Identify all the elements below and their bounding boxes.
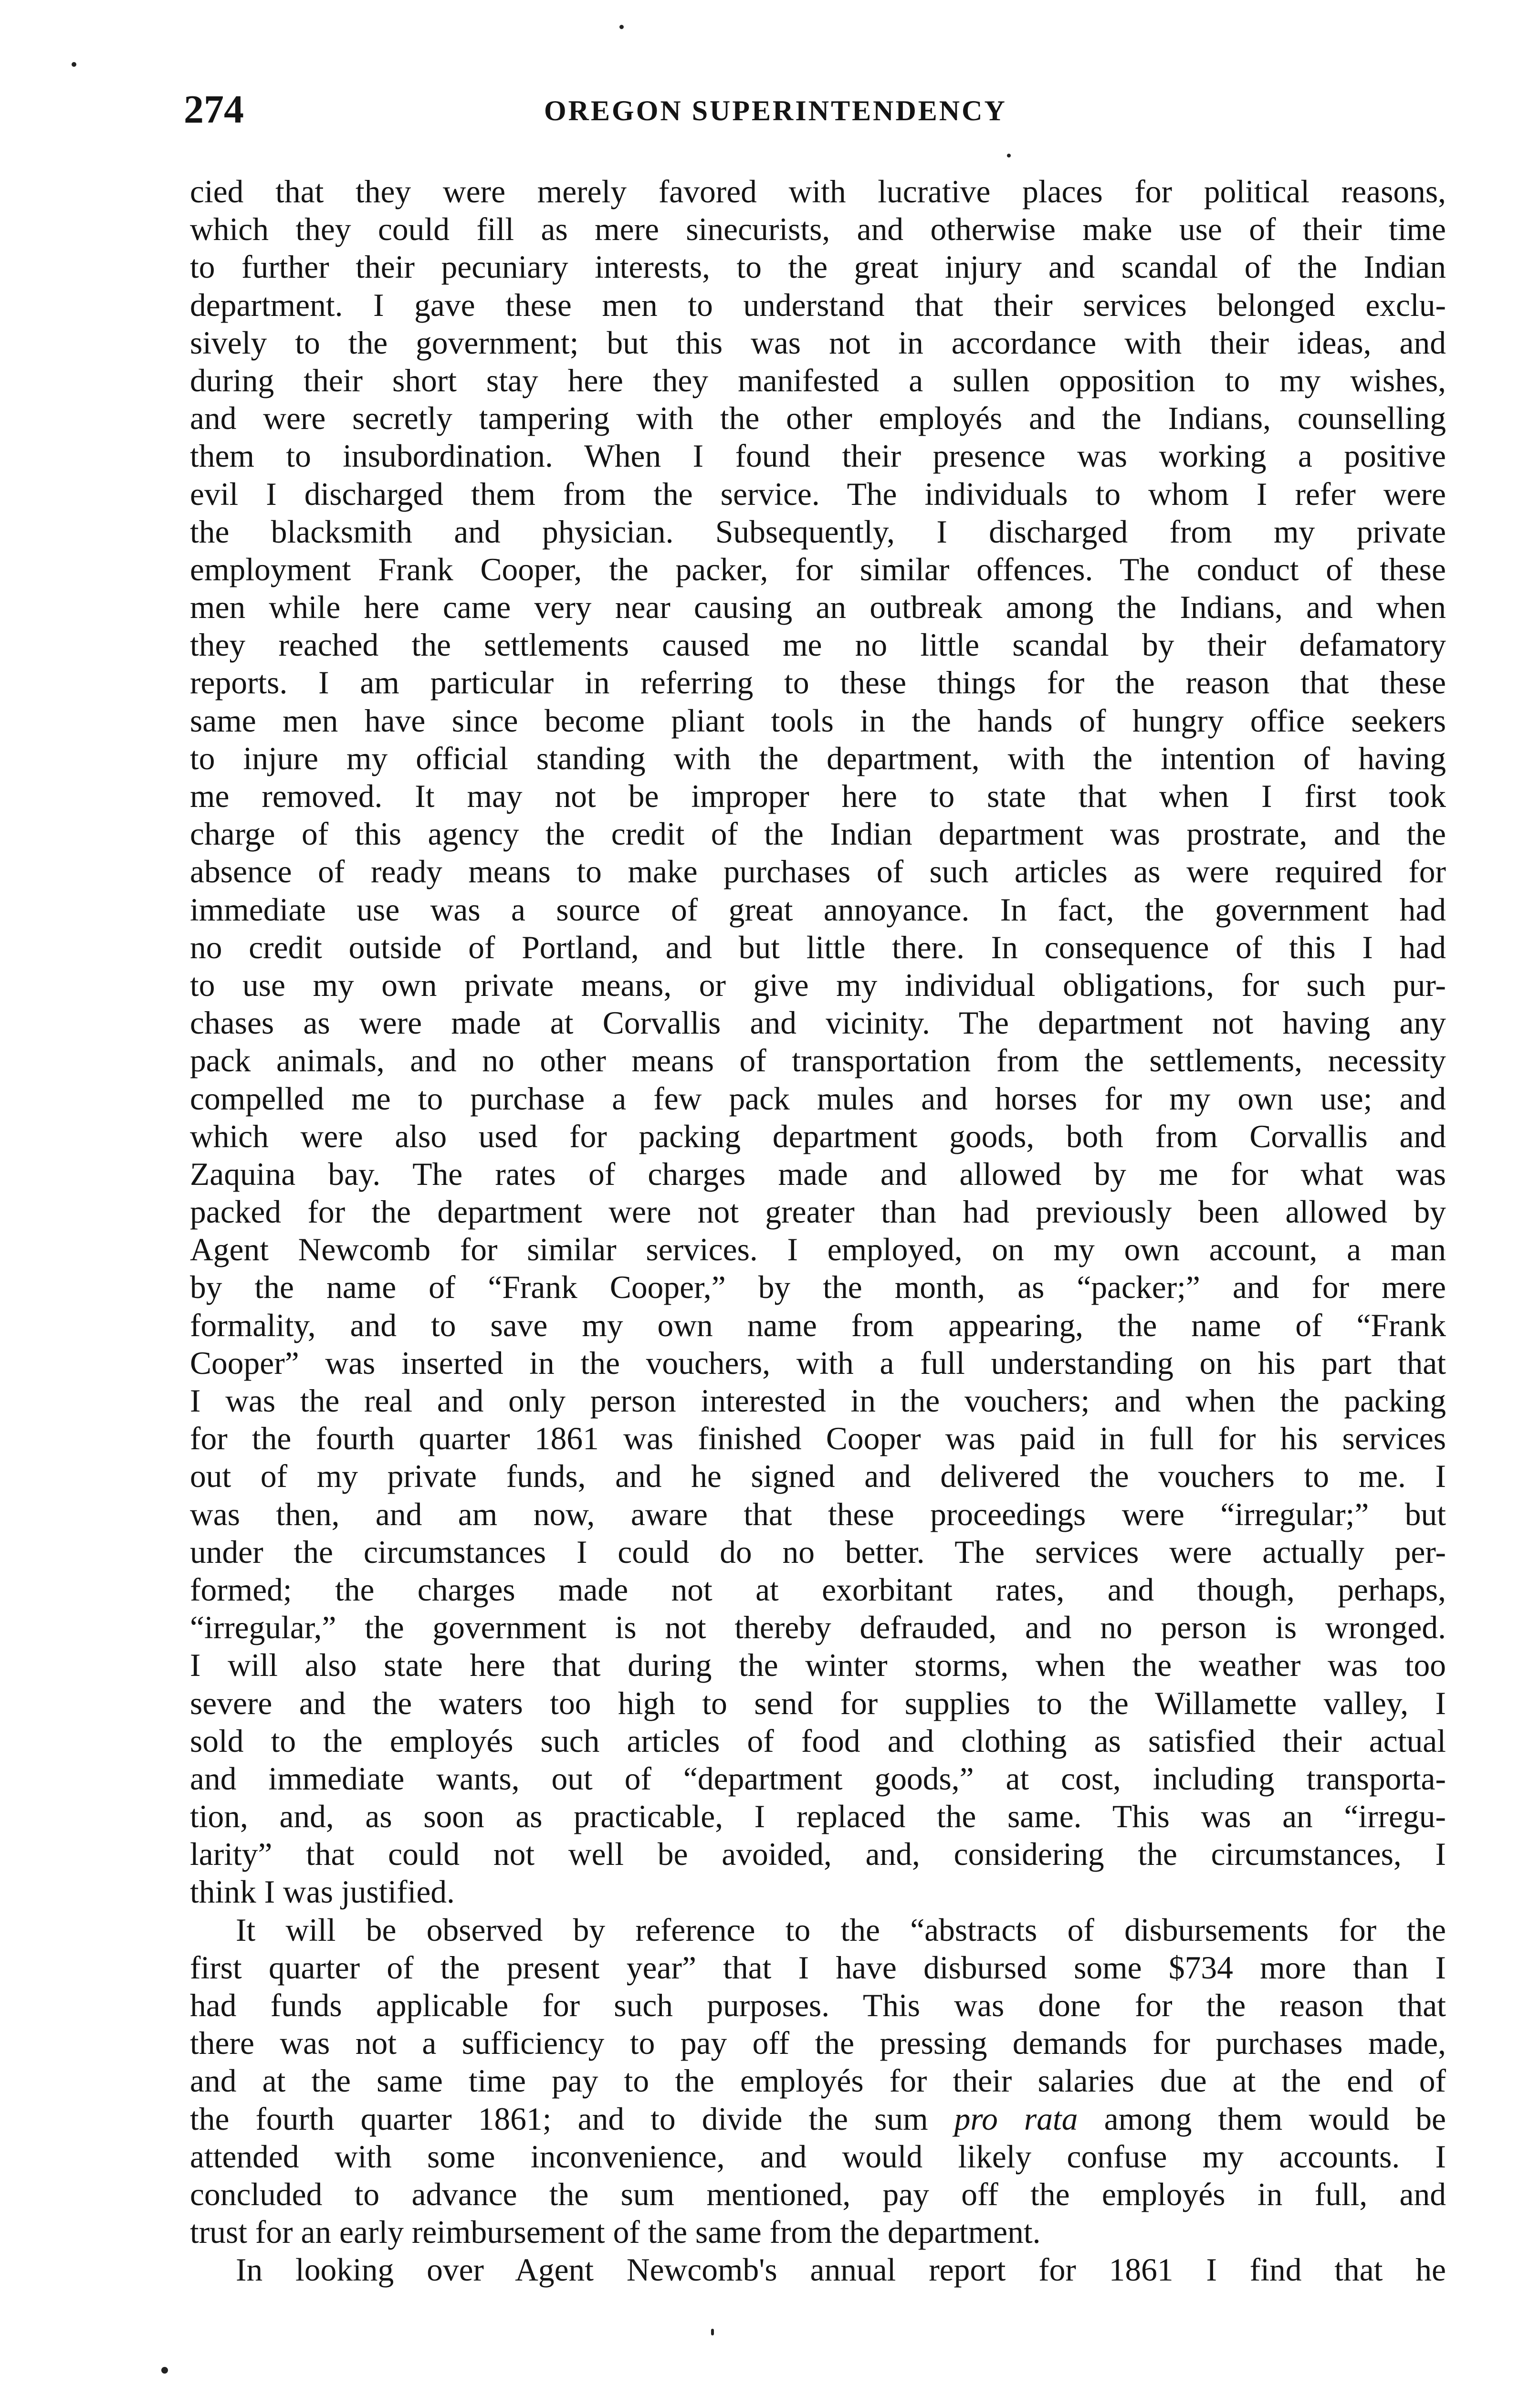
text-line: “irregular,” the government is not thereby defrauded, and no person is wronged. xyxy=(190,1610,1446,1646)
ink-speck xyxy=(1007,154,1011,157)
text-line: tion, and, as soon as practicable, I replaced the same. This was an “irregu- xyxy=(190,1799,1446,1835)
text-line: for the fourth quarter 1861 was finished Cooper was paid in full for his services xyxy=(190,1421,1446,1457)
text-line: to use my own private means, or give my individual obligations, for such pur- xyxy=(190,967,1446,1003)
text-line: there was not a sufficiency to pay off the pressing demands for purchases made, xyxy=(190,2025,1446,2062)
text-line-segment: the fourth quarter 1861; and to divide the sum xyxy=(190,2101,954,2137)
text-line: men while here came very near causing an outbreak among the Indians, and when xyxy=(190,589,1446,626)
text-line: which they could fill as mere sinecurists, and otherwise make use of their time xyxy=(190,211,1446,248)
text-line: had funds applicable for such purposes. This was done for the reason that xyxy=(190,1988,1446,2023)
text-line: they reached the settlements caused me no little scandal by their defamatory xyxy=(190,627,1446,663)
text-line: sold to the employés such articles of food and clothing as satisfied their actual xyxy=(190,1723,1446,1759)
text-line: Agent Newcomb for similar services. I employed, on my own account, a man xyxy=(190,1232,1446,1268)
text-line: larity” that could not well be avoided, and, considering the circumstances, I xyxy=(190,1836,1446,1873)
text-line: compelled me to purchase a few pack mules and horses for my own use; and xyxy=(190,1080,1446,1117)
text-line: reports. I am particular in referring to these things for the reason that these xyxy=(190,665,1446,701)
text-line: same men have since become pliant tools in the hands of hungry office seekers xyxy=(190,702,1446,739)
page-number: 274 xyxy=(184,87,244,132)
text-line: absence of ready means to make purchases of such articles as were required for xyxy=(190,854,1446,890)
text-line: In looking over Agent Newcomb's annual report for 1861 I find that he xyxy=(236,2252,1446,2288)
ink-speck xyxy=(619,25,624,29)
text-line: to injure my official standing with the department, with the intention of having xyxy=(190,740,1446,776)
text-line: by the name of “Frank Cooper,” by the month, as “packer;” and for mere xyxy=(190,1269,1446,1306)
text-line: and immediate wants, out of “department goods,” at cost, including transporta- xyxy=(190,1760,1446,1797)
text-line: them to insubordination. When I found their presence was working a positive xyxy=(190,438,1446,474)
text-line: department. I gave these men to understand that their services belonged exclu- xyxy=(190,287,1446,323)
ink-speck xyxy=(711,2329,714,2335)
text-line: me removed. It may not be improper here to state that when I first took xyxy=(190,778,1446,814)
text-line: which were also used for packing department goods, both from Corvallis and xyxy=(190,1118,1446,1154)
page-header xyxy=(0,86,1540,143)
text-line xyxy=(190,2100,1446,2138)
text-line: sively to the government; but this was not in accordance with their ideas, and xyxy=(190,324,1446,361)
text-line: packed for the department were not greater than had previously been allowed by xyxy=(190,1194,1446,1230)
text-line: It will be observed by reference to the “abstracts of disbursements for the xyxy=(236,1912,1446,1948)
text-line: employment Frank Cooper, the packer, for similar offences. The conduct of these xyxy=(190,551,1446,587)
text-line: was then, and am now, aware that these proceedings were “irregular;” but xyxy=(190,1496,1446,1532)
text-line: no credit outside of Portland, and but little there. In consequence of this I had xyxy=(190,929,1446,965)
text-line: the blacksmith and physician. Subsequently, I discharged from my private xyxy=(190,513,1446,550)
italic-phrase: pro rata xyxy=(954,2101,1078,2137)
text-line: concluded to advance the sum mentioned, pay off the employés in full, and xyxy=(190,2176,1446,2212)
text-line: trust for an early reimbursement of the same from the department. xyxy=(190,2214,1041,2250)
text-line: under the circumstances I could do no better. The services were actually per- xyxy=(190,1534,1446,1570)
text-line-segment: among them would be xyxy=(1078,2101,1446,2137)
text-line: formality, and to save my own name from appearing, the name of “Frank xyxy=(190,1307,1446,1343)
text-line: evil I discharged them from the service. The individuals to whom I refer were xyxy=(190,476,1446,512)
body-text xyxy=(190,173,1446,2289)
text-line: formed; the charges made not at exorbitant rates, and though, perhaps, xyxy=(190,1571,1446,1608)
text-line: and were secretly tampering with the other employés and the Indians, counselling xyxy=(190,400,1446,437)
text-line: to further their pecuniary interests, to the great injury and scandal of the Indian xyxy=(190,249,1446,285)
text-line: out of my private funds, and he signed and delivered the vouchers to me. I xyxy=(190,1458,1446,1495)
text-line: severe and the waters too high to send for supplies to the Willamette valley, I xyxy=(190,1685,1446,1721)
text-line: think I was justified. xyxy=(190,1874,455,1910)
text-line: during their short stay here they manifested a sullen opposition to my wishes, xyxy=(190,362,1446,398)
text-line: attended with some inconvenience, and would likely confuse my accounts. I xyxy=(190,2138,1446,2175)
ink-speck xyxy=(72,62,76,67)
text-line: first quarter of the present year” that I have disbursed some $734 more than I xyxy=(190,1949,1446,1986)
text-line: charge of this agency the credit of the Indian department was prostrate, and the xyxy=(190,816,1446,852)
text-line: Cooper” was inserted in the vouchers, with a full understanding on his part that xyxy=(190,1345,1446,1381)
text-line: cied that they were merely favored with lucrative places for political reasons, xyxy=(190,174,1446,209)
text-line: and at the same time pay to the employés for their salaries due at the end of xyxy=(190,2063,1446,2099)
text-line: I was the real and only person interested in the vouchers; and when the packing xyxy=(190,1383,1446,1419)
text-line: immediate use was a source of great annoyance. In fact, the government had xyxy=(190,891,1446,928)
running-title: OREGON SUPERINTENDENCY xyxy=(544,95,1007,126)
text-line: pack animals, and no other means of transportation from the settlements, necessity xyxy=(190,1043,1446,1079)
text-line: chases as were made at Corvallis and vicinity. The department not having any xyxy=(190,1005,1446,1041)
text-line: I will also state here that during the winter storms, when the weather was too xyxy=(190,1647,1446,1684)
ink-speck xyxy=(161,2367,168,2374)
text-line: Zaquina bay. The rates of charges made and allowed by me for what was xyxy=(190,1156,1446,1192)
